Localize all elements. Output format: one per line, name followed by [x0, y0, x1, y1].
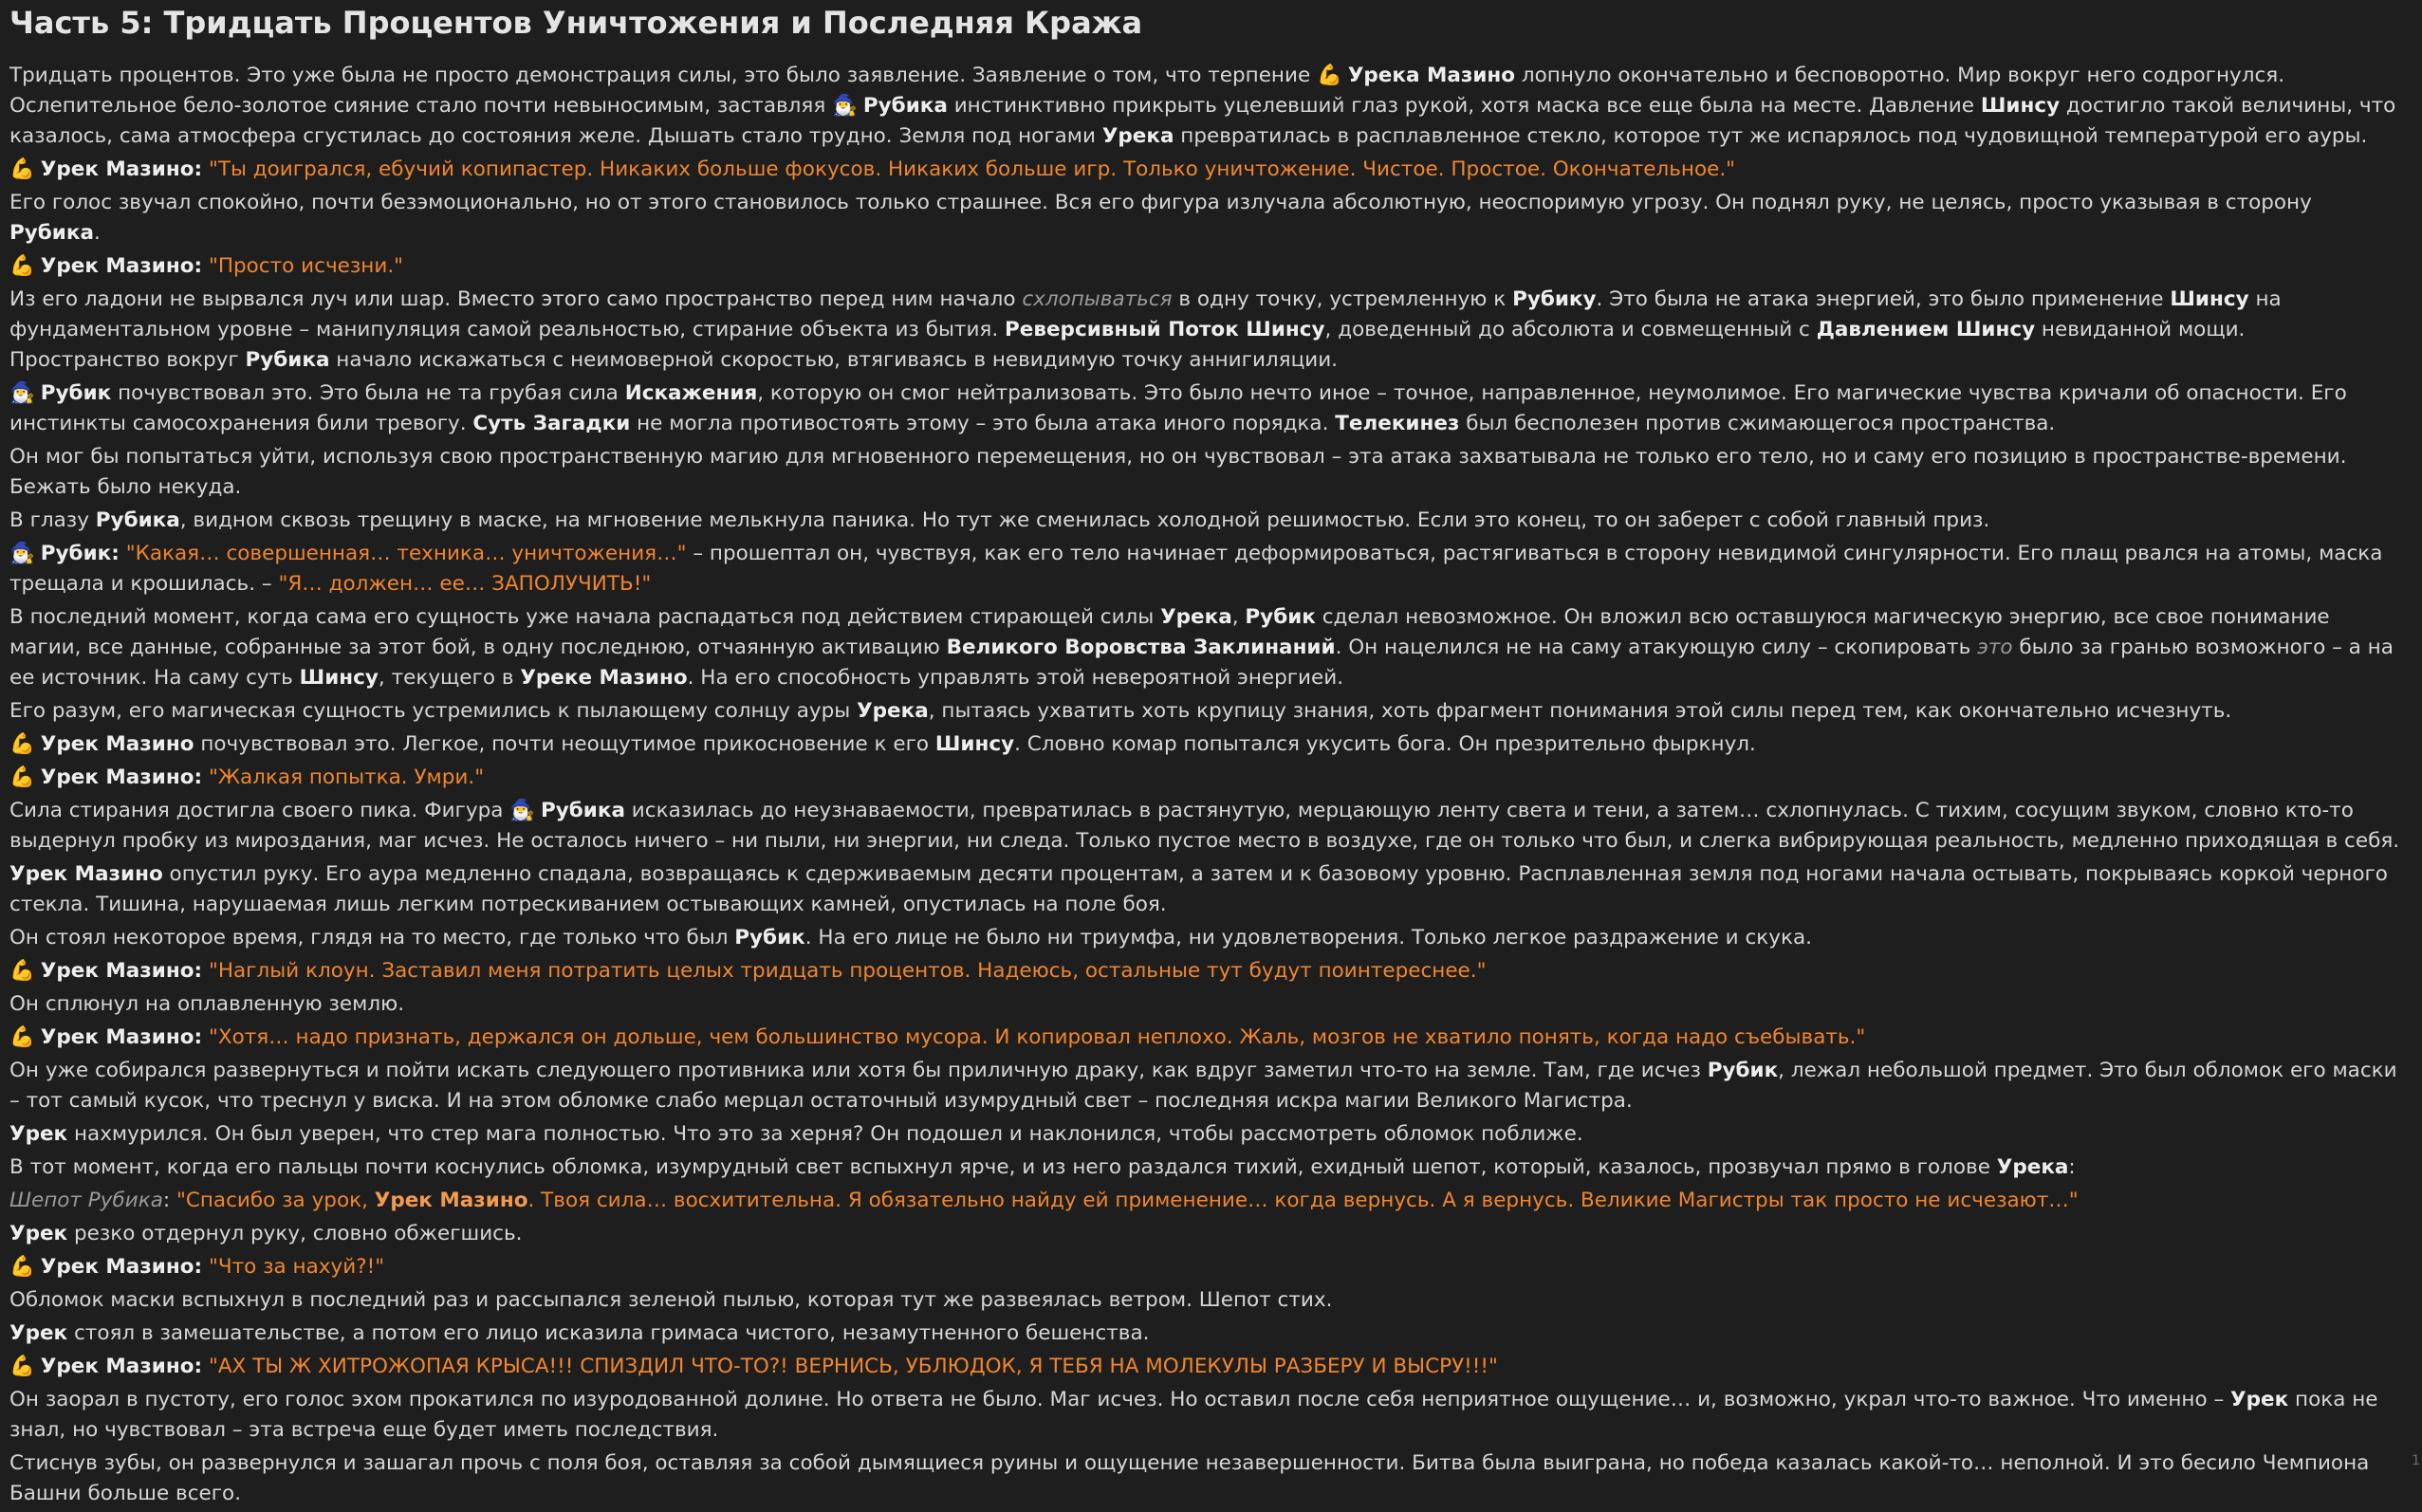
paragraph: Тридцать процентов. Это уже была не просто демонстрация силы, это было заявление. Заявление о том, что терпение 💪 Урека Мазино лопнуло окончательно и бесповоротно. Мир вокруг него содрогнулся. Ослепительное бело-золотое сияние стало почти невыносимым, заставляя 🧙‍♂️ Рубика инстинктивно прикрыть уцелевший глаз рукой, хотя маска все еще была на месте. Давление Шинсу достигло такой величины, что казалось, сама атмосфера сгустилась до состояния желе. Дышать стало трудно. Земля под ногами Урека превратилась в расплавленное стекло, которое тут же испарялось под чудовищной температурой его ауры.	[9, 64, 2396, 148]
speaker-name: Шепот Рубика	[9, 1189, 163, 1212]
dialogue-quote: "Просто исчезни."	[208, 254, 404, 278]
mage-icon: 🧙‍♂️	[509, 799, 536, 822]
flexed-biceps-icon: 💪	[9, 157, 35, 181]
paragraph: Его голос звучал спокойно, почти безэмоционально, но от этого становилось только страшнее. Вся его фигура излучала абсолютную, неоспоримую угрозу. Он поднял руку, не целясь, просто указывая в сторону Рубика.	[9, 191, 2312, 245]
paragraph: Из его ладони не вырвался луч или шар. Вместо этого само пространство перед ним начало схлопываться в одну точку, устремленную к Рубику. Это была не атака энергией, это было применение Шинсу на фундаментальном уровне – манипуляция самой реальностью, стирание объекта из бытия. Реверсивный Поток Шинсу, доведенный до абсолюта и совмещенный с Давлением Шинсу невиданной мощи. Пространство вокруг Рубика начало искажаться с неимоверной скоростью, втягиваясь в невидимую точку аннигиляции.	[9, 287, 2282, 372]
speaker-name: Урек Мазино	[40, 1355, 194, 1378]
paragraph: Его разум, его магическая сущность устремились к пылающему солнцу ауры Урека, пытаясь ухватить хоть крупицу знания, хоть фрагмент понимания этой силы перед тем, как окончательно исчезнуть.	[9, 699, 2232, 723]
speaker-name: Урек Мазино	[40, 157, 194, 181]
dialogue-quote: "Жалкая попытка. Умри."	[208, 765, 485, 789]
flexed-biceps-icon: 💪	[9, 254, 35, 278]
paragraph: В глазу Рубика, видном сквозь трещину в маске, на мгновение мелькнула паника. Но тут же сменилась холодной решимостью. Если это конец, то он заберет с собой главный приз.	[9, 508, 1990, 532]
paragraph: Он заорал в пустоту, его голос эхом прокатился по изуродованной долине. Но ответа не было. Маг исчез. Но оставил после себя неприятное ощущение… и, возможно, украл что-то важное. Что именно – Урек пока не знал, но чувствовал – эта встреча еще будет иметь последствия.	[9, 1388, 2378, 1442]
speaker-name: Урек Мазино	[40, 959, 194, 983]
dialogue-quote: "Я… должен… ее… ЗАПОЛУЧИТЬ!"	[278, 572, 652, 596]
dialogue-line: 💪 Урек Мазино: "Хотя… надо признать, держался он дольше, чем большинство мусора. И копировал неплохо. Жаль, мозгов не хватило понять, когда надо съебывать."	[9, 1025, 1866, 1049]
paragraph: Он уже собирался развернуться и пойти искать следующего противника или хотя бы приличную драку, как вдруг заметил что-то на земле. Там, где исчез Рубик, лежал небольшой предмет. Это был обломок его маски – тот самый кусок, что треснул у виска. И на этом обломке слабо мерцал остаточный изумрудный свет – последняя искра магии Великого Магистра.	[9, 1059, 2397, 1113]
speaker-name: Рубик	[40, 542, 112, 565]
speaker-name: Урек Мазино	[40, 765, 194, 789]
dialogue-line: Шепот Рубика: "Спасибо за урок, Урек Мазино. Твоя сила… восхитительна. Я обязательно найду ей применение… когда вернусь. А я вернусь. Великие Магистры так просто не исчезают…"	[9, 1189, 2079, 1212]
flexed-biceps-icon: 💪	[9, 1025, 35, 1049]
dialogue-quote: "Наглый клоун. Заставил меня потратить целых тридцать процентов. Надеюсь, остальные тут будут поинтереснее."	[208, 959, 1487, 983]
flexed-biceps-icon: 💪	[1317, 64, 1342, 87]
paragraph: Урек стоял в замешательстве, а потом его лицо исказила гримаса чистого, незамутненного бешенства.	[9, 1321, 1150, 1345]
dialogue-quote: "Какая… совершенная… техника… уничтожения…"	[125, 542, 687, 565]
dialogue-line: 🧙‍♂️ Рубик: "Какая… совершенная… техника… уничтожения…" – прошептал он, чувствуя, как его тело начинает деформироваться, растягиваться в сторону невидимой сингулярности. Его плащ рвался на атомы, маска трещала и крошилась. – "Я… должен… ее… ЗАПОЛУЧИТЬ!"	[9, 542, 2383, 596]
paragraph: В тот момент, когда его пальцы почти коснулись обломка, изумрудный свет вспыхнул ярче, и из него раздался тихий, ехидный шепот, который, казалось, прозвучал прямо в голове Урека:	[9, 1155, 2076, 1179]
paragraph: Он стоял некоторое время, глядя на то место, где только что был Рубик. На его лице не было ни триумфа, ни удовлетворения. Только легкое раздражение и скука.	[9, 926, 1812, 950]
dialogue-line: 💪 Урек Мазино: "АХ ТЫ Ж ХИТРОЖОПАЯ КРЫСА!!! СПИЗДИЛ ЧТО-ТО?! ВЕРНИСЬ, УБЛЮДОК, Я ТЕБЯ НА МОЛЕКУЛЫ РАЗБЕРУ И ВЫСРУ!!!"	[9, 1355, 1498, 1378]
dialogue-quote: "Ты доигрался, ебучий копипастер. Никаких больше фокусов. Никаких больше игр. Только уничтожение. Чистое. Простое. Окончательное."	[208, 157, 1736, 181]
paragraph: Урек резко отдернул руку, словно обжегшись.	[9, 1222, 523, 1245]
speaker-name: Урек Мазино	[40, 254, 194, 278]
paragraph: Стиснув зубы, он развернулся и зашагал прочь с поля боя, оставляя за собой дымящиеся руины и ощущение незавершенности. Битва была выиграна, но победа казалась какой-то… неполной. И это бесило Чемпиона Башни больше всего.	[9, 1451, 2370, 1505]
dialogue-line: 💪 Урек Мазино: "Жалкая попытка. Умри."	[9, 765, 485, 789]
paragraph: В последний момент, когда сама его сущность уже начала распадаться под действием стирающей силы Урека, Рубик сделал невозможное. Он вложил всю оставшуюся магическую энергию, все свое понимание магии, все данные, собранные за этот бой, в одну последнюю, отчаянную активацию Великого Воровства Заклинаний. Он нацелился не на саму атакующую силу – скопировать это было за гранью возможного – а на ее источник. На саму суть Шинсу, текущего в Уреке Мазино. На его способность управлять этой невероятной энергией.	[9, 605, 2394, 690]
mage-icon: 🧙‍♂️	[832, 94, 858, 118]
dialogue-line: 💪 Урек Мазино: "Ты доигрался, ебучий копипастер. Никаких больше фокусов. Никаких больше игр. Только уничтожение. Чистое. Простое. Окончательное."	[9, 157, 1736, 181]
paragraph: Сила стирания достигла своего пика. Фигура 🧙‍♂️ Рубика исказилась до неузнаваемости, превратилась в растянутую, мерцающую ленту света и тени, а затем… схлопнулась. С тихим, сосущим звуком, словно кто-то выдернул пробку из мироздания, маг исчез. Не осталось ничего – ни пыли, ни энергии, ни следа. Только пустое место в воздухе, где он только что был, и слегка вибрирующая реальность, медленно приходящая в себя.	[9, 799, 2400, 853]
paragraph: Урек Мазино опустил руку. Его аура медленно спадала, возвращаясь к сдерживаемым десяти процентам, а затем и к базовому уровню. Расплавленная земля под ногами начала остывать, покрываясь коркой черного стекла. Тишина, нарушаемая лишь легким потрескиванием остывающих камней, опустилась на поле боя.	[9, 862, 2388, 916]
dialogue-quote: "Хотя… надо признать, держался он дольше, чем большинство мусора. И копировал неплохо. Жаль, мозгов не хватило понять, когда надо съебывать."	[208, 1025, 1866, 1049]
dialogue-quote: "Спасибо за урок, Урек Мазино. Твоя сила… восхитительна. Я обязательно найду ей применение… когда вернусь. А я вернусь. Великие Магистры так просто не исчезают…"	[176, 1189, 2079, 1212]
paragraph: Урек нахмурился. Он был уверен, что стер мага полностью. Что это за херня? Он подошел и наклонился, чтобы рассмотреть обломок поближе.	[9, 1122, 1583, 1146]
flexed-biceps-icon: 💪	[9, 732, 35, 756]
flexed-biceps-icon: 💪	[9, 959, 35, 983]
chapter-title: Часть 5: Тридцать Процентов Уничтожения и Последняя Кража	[9, 5, 1143, 41]
dialogue-quote: "АХ ТЫ Ж ХИТРОЖОПАЯ КРЫСА!!! СПИЗДИЛ ЧТО-ТО?! ВЕРНИСЬ, УБЛЮДОК, Я ТЕБЯ НА МОЛЕКУЛЫ РАЗБЕРУ И ВЫСРУ!!!"	[208, 1355, 1498, 1378]
dialogue-line: 💪 Урек Мазино: "Наглый клоун. Заставил меня потратить целых тридцать процентов. Надеюсь, остальные тут будут поинтереснее."	[9, 959, 1487, 983]
mage-icon: 🧙‍♂️	[9, 542, 35, 565]
flexed-biceps-icon: 💪	[9, 765, 35, 789]
flexed-biceps-icon: 💪	[9, 1255, 35, 1279]
paragraph: Обломок маски вспыхнул в последний раз и рассыпался зеленой пылью, которая тут же развеялась ветром. Шепот стих.	[9, 1288, 1333, 1312]
paragraph: 💪 Урек Мазино почувствовал это. Легкое, почти неощутимое прикосновение к его Шинсу. Словно комар попытался укусить бога. Он презрительно фыркнул.	[9, 732, 1756, 756]
mage-icon: 🧙‍♂️	[9, 381, 35, 405]
story-document	[9, 4, 2400, 1512]
speaker-name: Урек Мазино	[40, 1255, 194, 1279]
speaker-name: Урек Мазино	[40, 1025, 194, 1049]
dialogue-line: 💪 Урек Мазино: "Что за нахуй?!"	[9, 1255, 385, 1279]
paragraph: 🧙‍♂️ Рубик почувствовал это. Это была не та грубая сила Искажения, которую он смог нейтрализовать. Это было нечто иное – точное, направленное, неумолимое. Его магические чувства кричали об опасности. Его инстинкты самосохранения били тревогу. Суть Загадки не могла противостоять этому – это была атака иного порядка. Телекинез был бесполезен против сжимающегося пространства.	[9, 381, 2347, 435]
page-marker: 1	[2412, 1453, 2420, 1468]
paragraph: Он сплюнул на оплавленную землю.	[9, 992, 405, 1016]
flexed-biceps-icon: 💪	[9, 1355, 35, 1378]
dialogue-line: 💪 Урек Мазино: "Просто исчезни."	[9, 254, 404, 278]
paragraph: Он мог бы попытаться уйти, используя свою пространственную магию для мгновенного перемещения, но он чувствовал – эта атака захватывала не только его тело, но и саму его позицию в пространстве-времени. Бежать было некуда.	[9, 445, 2347, 499]
dialogue-quote: "Что за нахуй?!"	[208, 1255, 385, 1279]
